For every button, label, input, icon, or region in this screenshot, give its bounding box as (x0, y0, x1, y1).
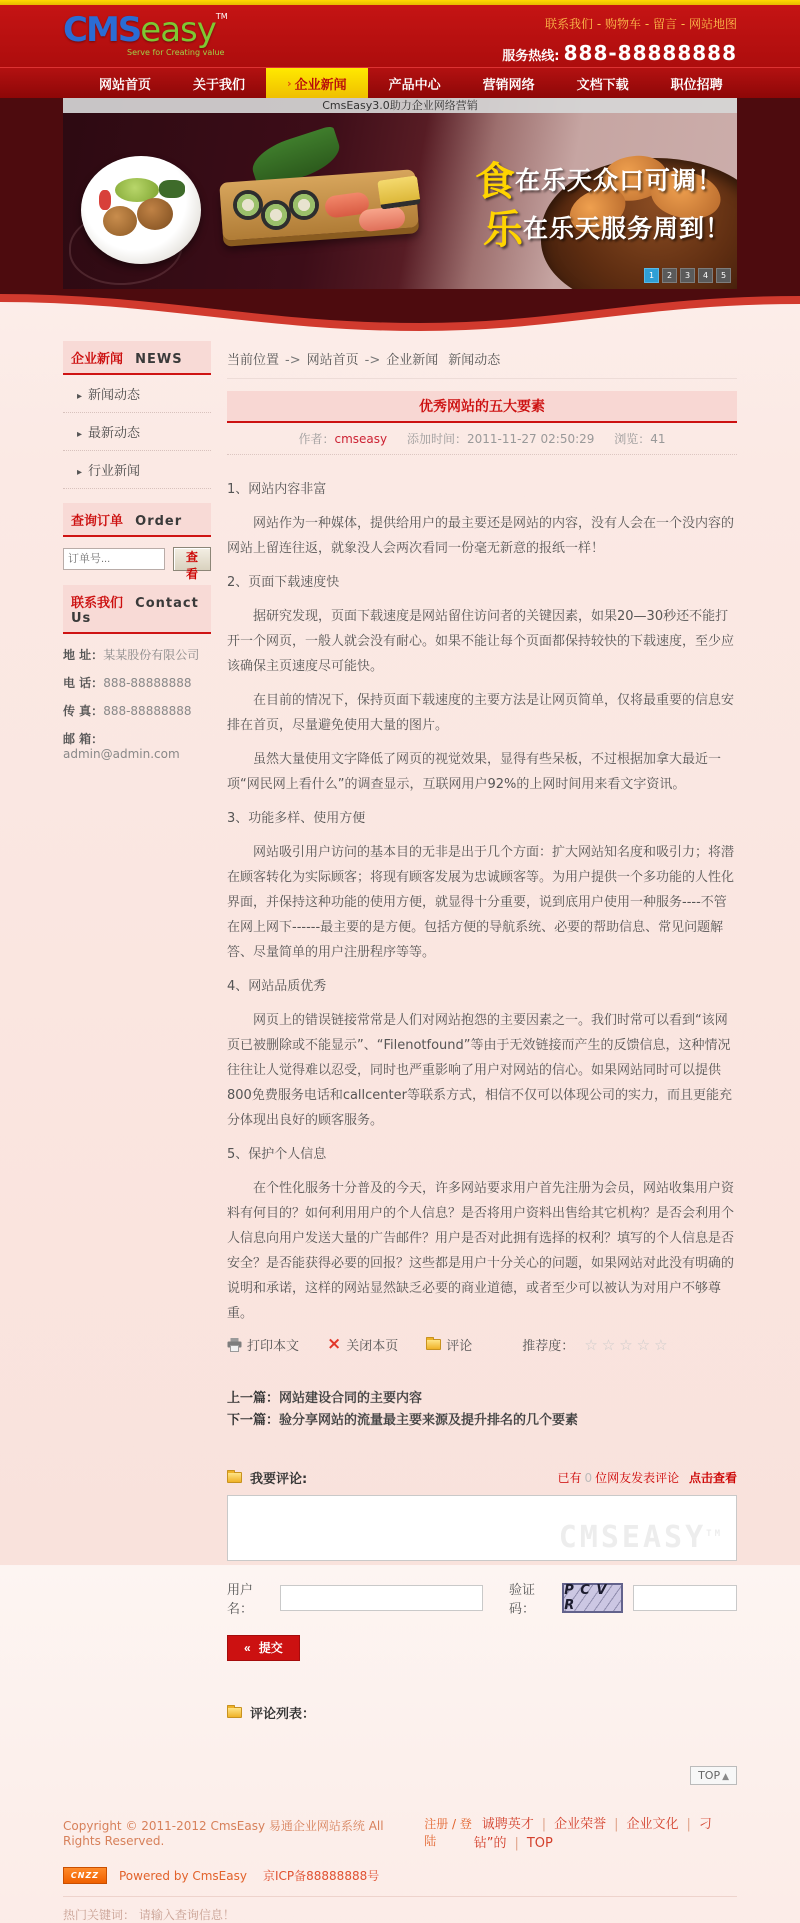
captcha-label: 验证码： (509, 1583, 536, 1617)
comment-list-folder-icon (227, 1707, 242, 1718)
top-links (502, 15, 737, 32)
banner-page-button[interactable]: 5 (716, 268, 731, 283)
next-article-link[interactable]: 验分享网站的流量最主要来源及提升排名的几个要素 (279, 1413, 579, 1428)
article-paragraph: 1、网站内容非富 (227, 482, 327, 497)
banner-slogan-line2 (483, 198, 731, 255)
footer-links (474, 1813, 737, 1851)
logo-cms-text: CMS (63, 10, 141, 50)
banner-page-button[interactable]: 3 (680, 268, 695, 283)
back-to-top-button[interactable]: TOP ▲ (690, 1766, 737, 1785)
sidebar-contact-subtitle: Contact Us (71, 596, 199, 626)
time-label: 添加时间： (406, 432, 467, 446)
nav-item-label: 网站首页 (99, 77, 152, 93)
article-body (227, 455, 737, 1326)
nav-item[interactable] (556, 68, 650, 98)
sidebar-news-item[interactable] (63, 413, 211, 451)
register-login-link[interactable]: 注册 / 登陆 (424, 1817, 472, 1848)
contact-label: 电 话： (63, 676, 104, 690)
copyright-text: Copyright © 2011-2012 CmsEasy 易通企业网站系统 All Rights Reserved. (63, 1818, 384, 1848)
breadcrumb-separator: -> (364, 353, 381, 368)
banner-page-button[interactable]: 4 (698, 268, 713, 283)
top-link[interactable]: - 购物车 (593, 17, 641, 31)
logo-tagline: Serve for Creating value (127, 48, 225, 57)
banner-croquette-illustration (137, 198, 173, 230)
slogan-big-char: 食 (474, 159, 515, 205)
contact-row (63, 674, 211, 691)
contact-value: 某某股份有限公司 (103, 648, 200, 662)
article-title: 优秀网站的五大要素 (227, 391, 737, 423)
nav-item-label: 文档下载 (576, 77, 629, 93)
breadcrumb-links (279, 353, 438, 368)
banner-sushi-roll-illustration (261, 200, 291, 230)
view-comments-link[interactable]: 点击查看 (688, 1471, 737, 1485)
views-count: 41 (650, 432, 666, 446)
logo-tm: TM (215, 12, 228, 21)
breadcrumb-label: 当前位置 (227, 353, 280, 368)
sidebar-item-label: 行业新闻 (88, 464, 141, 479)
article-paragraph: 虽然大量使用文字降低了网页的视觉效果，显得有些呆板，不过根据加拿大最近一项“网民网上看什么”的调查显示，互联网用户92%的上网时间用来看文字资讯。 (227, 752, 722, 792)
banner-page-button[interactable]: 1 (644, 268, 659, 283)
article-actions (227, 1335, 737, 1354)
nav-items (48, 68, 752, 98)
up-arrow-icon: ▲ (722, 1772, 729, 1782)
close-action[interactable] (327, 1335, 398, 1354)
views-label: 浏览： (614, 432, 651, 446)
comment-form-folder-icon (227, 1472, 242, 1483)
caret-icon: › (287, 76, 292, 90)
comment-list-header (227, 1703, 737, 1722)
nav-item[interactable] (462, 68, 556, 98)
print-action[interactable] (227, 1335, 299, 1354)
comment-textarea[interactable] (227, 1495, 737, 1561)
sidebar-order-title: 查询订单 (71, 514, 124, 529)
top-link[interactable]: - 留言 (641, 17, 677, 31)
prev-article-row (227, 1388, 737, 1410)
keywords-label: 热门关键词： (63, 1908, 136, 1922)
rating-stars[interactable]: ☆☆☆☆☆ (584, 1335, 672, 1354)
prev-label: 上一篇： (227, 1391, 280, 1406)
username-input[interactable] (280, 1585, 483, 1611)
sidebar (63, 341, 211, 1785)
site-logo[interactable] (63, 10, 228, 57)
nav-item-label: 营销网络 (482, 77, 535, 93)
sidebar-order-header (63, 503, 211, 537)
logo-easy-text: easy (140, 10, 216, 50)
username-label: 用户名： (227, 1583, 254, 1617)
article-paragraph: 网站作为一种媒体，提供给用户的最主要还是网站的内容，没有人会在一个没内容的网站上留连往返，就象没人会两次看同一份毫无新意的报纸一样！ (227, 516, 735, 556)
sidebar-news-header (63, 341, 211, 375)
sidebar-news-section (63, 341, 211, 489)
sidebar-contact-title: 联系我们 (71, 596, 124, 611)
article-paragraph: 据研究发现，页面下载速度是网站留住访问者的关键因素，如果20—30秒还不能打开一个网页，一般人就会没有耐心。如果不能让每个页面都保持较快的下载速度，至少应该确保主页速度尽可能快。 (227, 609, 735, 674)
main-navbar (0, 67, 800, 98)
sidebar-item-label: 最新动态 (88, 426, 141, 441)
sidebar-news-subtitle: NEWS (135, 352, 183, 367)
footer-link[interactable]: | 企业文化 (614, 1817, 678, 1832)
banner-tomato-illustration (99, 190, 111, 210)
article-paragraph: 在目前的情况下，保持页面下载速度的主要方法是让网页简单，仅将最重要的信息安排在首页，尽量避免使用大量的图片。 (227, 693, 735, 733)
footer-link[interactable]: 诚聘英才 (481, 1817, 534, 1832)
comment-link[interactable]: 评论 (446, 1339, 473, 1354)
comment-count: 0 (584, 1471, 593, 1485)
banner-tamago-illustration (377, 175, 421, 209)
article-paragraph: 在个性化服务十分普及的今天，许多网站要求用户首先注册为会员，网站收集用户资料有何目的？如何利用用户的个人信息？是否将用户资料出售给其它机构？是否会利用个人信息向用户发送大量的广告邮件？用户是否对此拥有选择的权利？填写的个人信息是否安全？是否能获得必要的回报？这些都是用户十分关心的问题，如果网站对此没有明确的说明和承诺，这样的网站显然缺乏必要的商业道德，或者至少可以被认为对用户不够尊重。 (227, 1181, 735, 1321)
hotline-label: 服务热线: (502, 49, 560, 64)
nav-item[interactable] (650, 68, 744, 98)
wave-divider (0, 289, 800, 335)
nav-item-label: 关于我们 (193, 77, 246, 93)
contact-row (63, 702, 211, 719)
sidebar-order-subtitle: Order (135, 514, 183, 529)
breadcrumb-link[interactable]: 网站首页 (306, 353, 359, 368)
slogan-big-char: 乐 (482, 207, 523, 253)
comment-form-title: 我要评论: (250, 1472, 308, 1487)
arrow-icon: ▸ (77, 391, 83, 402)
sidebar-contact-header (63, 585, 211, 634)
service-hotline (502, 41, 737, 65)
top-link[interactable]: 联系我们 (545, 17, 594, 31)
sidebar-order-section (63, 503, 211, 585)
breadcrumb-separator: -> (285, 353, 301, 368)
contact-label: 传 真： (63, 704, 104, 718)
contact-label: 邮 箱： (63, 732, 104, 746)
prev-article-link[interactable]: 网站建设合同的主要内容 (279, 1391, 423, 1406)
double-arrow-icon: « (244, 1641, 251, 1655)
banner-croquette-illustration (103, 206, 137, 236)
contact-info (63, 634, 211, 784)
sidebar-item-label: 新闻动态 (88, 388, 141, 403)
next-article-row (227, 1410, 737, 1432)
icp-number[interactable]: 京ICP备88888888号 (262, 1869, 380, 1883)
sidebar-news-item[interactable] (63, 451, 211, 489)
sidebar-news-title: 企业新闻 (71, 352, 124, 367)
keywords-text: 请输入查询信息！ (138, 1908, 235, 1922)
close-icon: × (327, 1334, 342, 1354)
article-paragraph: 5、保护个人信息 (227, 1147, 327, 1162)
nav-item-label: 产品中心 (388, 77, 441, 93)
sidebar-news-menu (63, 375, 211, 489)
contact-row (63, 646, 211, 663)
captcha-image[interactable]: P C V R (562, 1583, 623, 1613)
nav-item[interactable] (368, 68, 462, 98)
author-label: 作者： (298, 432, 335, 446)
article-paragraph: 网站吸引用户访问的基本目的无非是出于几个方面：扩大网站知名度和吸引力；将潜在顾客转化为实际顾客；将现有顾客发展为忠诚顾客等。为用户提供一个多功能的人性化界面，并保持这种功能的使用方便，就显得十分重要，说到底用户使用一种服务----不管在网上网下------最主要的是方便。包括方便的导航系统、必要的帮助信息、常见问题解答、尽量简单的用户注册程序等等。 (227, 845, 735, 960)
rating-label: 推荐度： (522, 1339, 575, 1354)
article-paragraph: 3、功能多样、使用方便 (227, 811, 366, 826)
stats-suffix: 位网友发表评论 (595, 1471, 680, 1485)
banner-sushi-roll-illustration (233, 190, 263, 220)
order-number-input[interactable] (63, 548, 165, 570)
banner-pagination (644, 268, 731, 283)
nav-item[interactable] (266, 68, 368, 98)
site-header (0, 5, 800, 67)
comment-stats (557, 1469, 737, 1486)
textarea-watermark: CMSEASY™ (558, 1520, 723, 1555)
banner-page-button[interactable]: 2 (662, 268, 677, 283)
next-label: 下一篇： (227, 1413, 280, 1428)
stats-prefix: 已有 (557, 1471, 582, 1485)
breadcrumb-current: 新闻动态 (448, 353, 501, 368)
contact-value: 888-88888888 (103, 676, 192, 690)
slogan-text: 在乐天众口可调！ (514, 166, 723, 195)
contact-row (63, 730, 211, 761)
sidebar-news-item[interactable] (63, 375, 211, 413)
breadcrumb (227, 341, 737, 379)
nav-item[interactable] (172, 68, 266, 98)
contact-value: admin@admin.com (63, 747, 180, 761)
nav-item[interactable] (78, 68, 172, 98)
slogan-text: 在乐天服务周到！ (522, 214, 731, 243)
prev-next-links (227, 1388, 737, 1432)
print-link[interactable]: 打印本文 (247, 1339, 300, 1354)
submit-comment-button[interactable]: « 提交 (227, 1635, 300, 1661)
banner-background-band (0, 98, 800, 289)
banner-caption: CmsEasy3.0助力企业网络营销 (63, 98, 737, 113)
article-paragraph: 4、网站品质优秀 (227, 979, 327, 994)
powered-by-link[interactable]: Powered by CmsEasy (119, 1868, 247, 1883)
arrow-icon: ▸ (77, 467, 83, 478)
main-column (227, 341, 737, 1785)
banner-carousel (63, 98, 737, 289)
sidebar-contact-section (63, 585, 211, 784)
footer-link[interactable]: | TOP (514, 1836, 552, 1851)
article-meta (227, 423, 737, 455)
top-link[interactable]: - 网站地图 (677, 17, 737, 31)
printer-icon (227, 1338, 242, 1352)
comment-folder-icon (426, 1339, 441, 1350)
banner-garnish-illustration (159, 180, 185, 198)
author-link[interactable]: cmseasy (334, 432, 388, 446)
article-paragraph: 网页上的错误链接常常是人们对网站抱怨的主要因素之一。我们时常可以看到“该网页已被删除或不能显示”、“Filenotfound”等由于无效链接而产生的反馈信息，这种情况往往让人觉得难以忍受，同时也严重影响了用户对网站的信心。如果网站同时可以提供800免费服务电话和callcenter等联系方式，相信不仅可以体现公司的实力，而且更能充分体现出良好的顾客服务。 (227, 1013, 732, 1128)
nav-item-label: 企业新闻 (294, 77, 347, 93)
comment-list-title: 评论列表： (250, 1707, 316, 1722)
arrow-icon: ▸ (77, 429, 83, 440)
footer-link[interactable]: | 刁钻”的 (474, 1817, 712, 1851)
nav-item-label: 职位招聘 (670, 77, 723, 93)
hot-keywords-row (63, 1896, 737, 1923)
banner-sushi-roll-illustration (289, 190, 319, 220)
cnzz-badge[interactable]: CNZZ (63, 1867, 107, 1884)
contact-value: 888-88888888 (103, 704, 192, 718)
publish-time: 2011-11-27 02:50:29 (466, 432, 595, 446)
close-link[interactable]: 关闭本页 (346, 1339, 399, 1354)
contact-label: 地 址： (63, 648, 104, 662)
order-search-button[interactable]: 查看 (173, 547, 211, 571)
hotline-number: 888-88888888 (563, 41, 737, 65)
captcha-input[interactable] (633, 1585, 737, 1611)
comment-action[interactable] (426, 1335, 472, 1354)
footer-link[interactable]: | 企业荣誉 (542, 1817, 606, 1832)
article-paragraph: 2、页面下载速度快 (227, 575, 340, 590)
breadcrumb-link[interactable]: 企业新闻 (386, 353, 439, 368)
footer (63, 1813, 737, 1923)
